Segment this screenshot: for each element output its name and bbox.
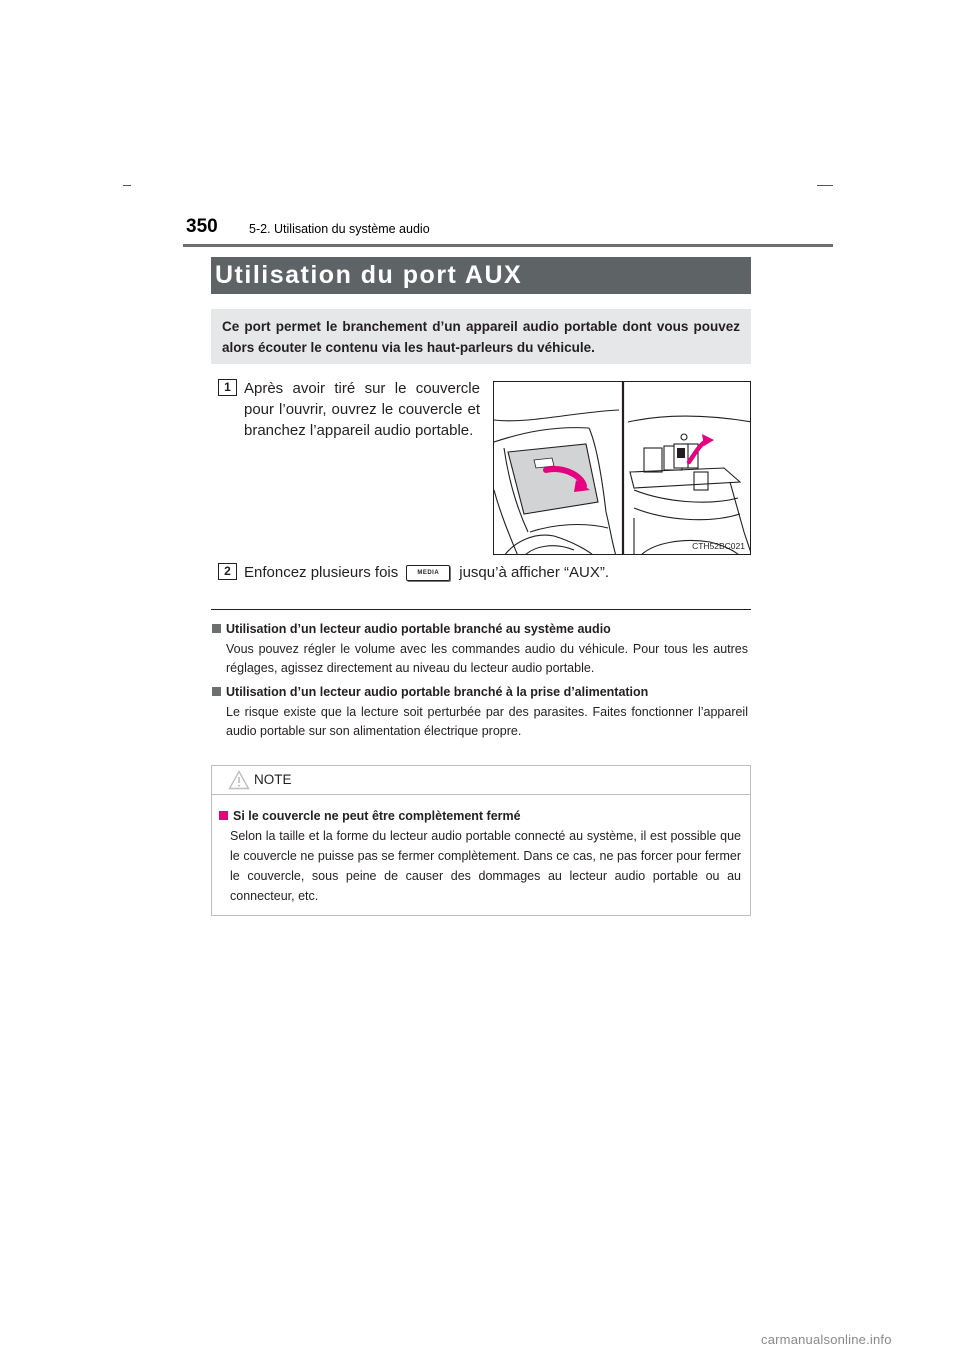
info-item-2-text: Le risque existe que la lecture soit perturbée par des parasites. Faites fonctionner l’appareil audio portable sur son alimentation électrique propre. xyxy=(226,705,748,738)
info-item-2-heading: Utilisation d’un lecteur audio portable branché à la prise d’alimentation xyxy=(212,683,748,701)
section-title: Utilisation du port AUX xyxy=(215,261,523,289)
step-number-2: 2 xyxy=(218,563,237,580)
bullet-square-icon xyxy=(212,624,221,633)
info-item-1 xyxy=(212,620,748,677)
step-number-1: 1 xyxy=(218,379,237,396)
crop-mark-right xyxy=(817,185,833,186)
media-button-icon: MEDIA xyxy=(406,565,450,581)
section-title-bar xyxy=(211,257,751,294)
intro-box xyxy=(211,309,751,364)
info-item-2 xyxy=(212,683,748,740)
section-rule xyxy=(211,609,751,610)
illustration-code: CTH52BC021 xyxy=(692,541,745,551)
note-header xyxy=(212,766,750,795)
step-2-text-before: Enfoncez plusieurs fois xyxy=(244,564,399,581)
note-body xyxy=(219,807,741,906)
watermark: carmanualsonline.info xyxy=(761,1332,892,1347)
illustration-aux-port xyxy=(493,381,751,555)
step-2-text-after: jusqu’à afficher “AUX”. xyxy=(459,564,610,581)
header-rule xyxy=(183,244,833,247)
page-number: 350 xyxy=(186,216,218,237)
info-item-1-text: Vous pouvez régler le volume avec les commandes audio du véhicule. Pour tous les autres réglages, agissez directement au niveau du lecteur audio portable. xyxy=(226,642,748,675)
bullet-square-icon xyxy=(212,687,221,696)
step-1-text: Après avoir tiré sur le couvercle pour l’ouvrir, ouvrez le couvercle et branchez l’appareil audio portable. xyxy=(244,380,480,439)
aux-port-drawing xyxy=(494,382,751,555)
step-2-text xyxy=(244,562,609,583)
crop-mark-left xyxy=(123,185,131,186)
note-label: NOTE xyxy=(254,772,292,787)
info-item-1-heading: Utilisation d’un lecteur audio portable branché au système audio xyxy=(212,620,748,638)
warning-triangle-icon xyxy=(228,770,250,790)
section-reference: 5-2. Utilisation du système audio xyxy=(249,222,430,236)
note-box xyxy=(211,765,751,916)
note-heading: Si le couvercle ne peut être complètement fermé xyxy=(219,807,741,825)
note-text: Selon la taille et la forme du lecteur audio portable connecté au système, il est possible que le couvercle ne puisse pas se fermer complètement. Dans ce cas, ne pas forcer pour fermer le couvercle, sous peine de causer des dommages au lecteur audio portable ou au connecteur, etc. xyxy=(230,829,741,903)
bullet-square-icon xyxy=(219,811,228,820)
intro-text: Ce port permet le branchement d’un appareil audio portable dont vous pouvez alors écouter le contenu via les haut-parleurs du véhicule. xyxy=(222,319,740,355)
